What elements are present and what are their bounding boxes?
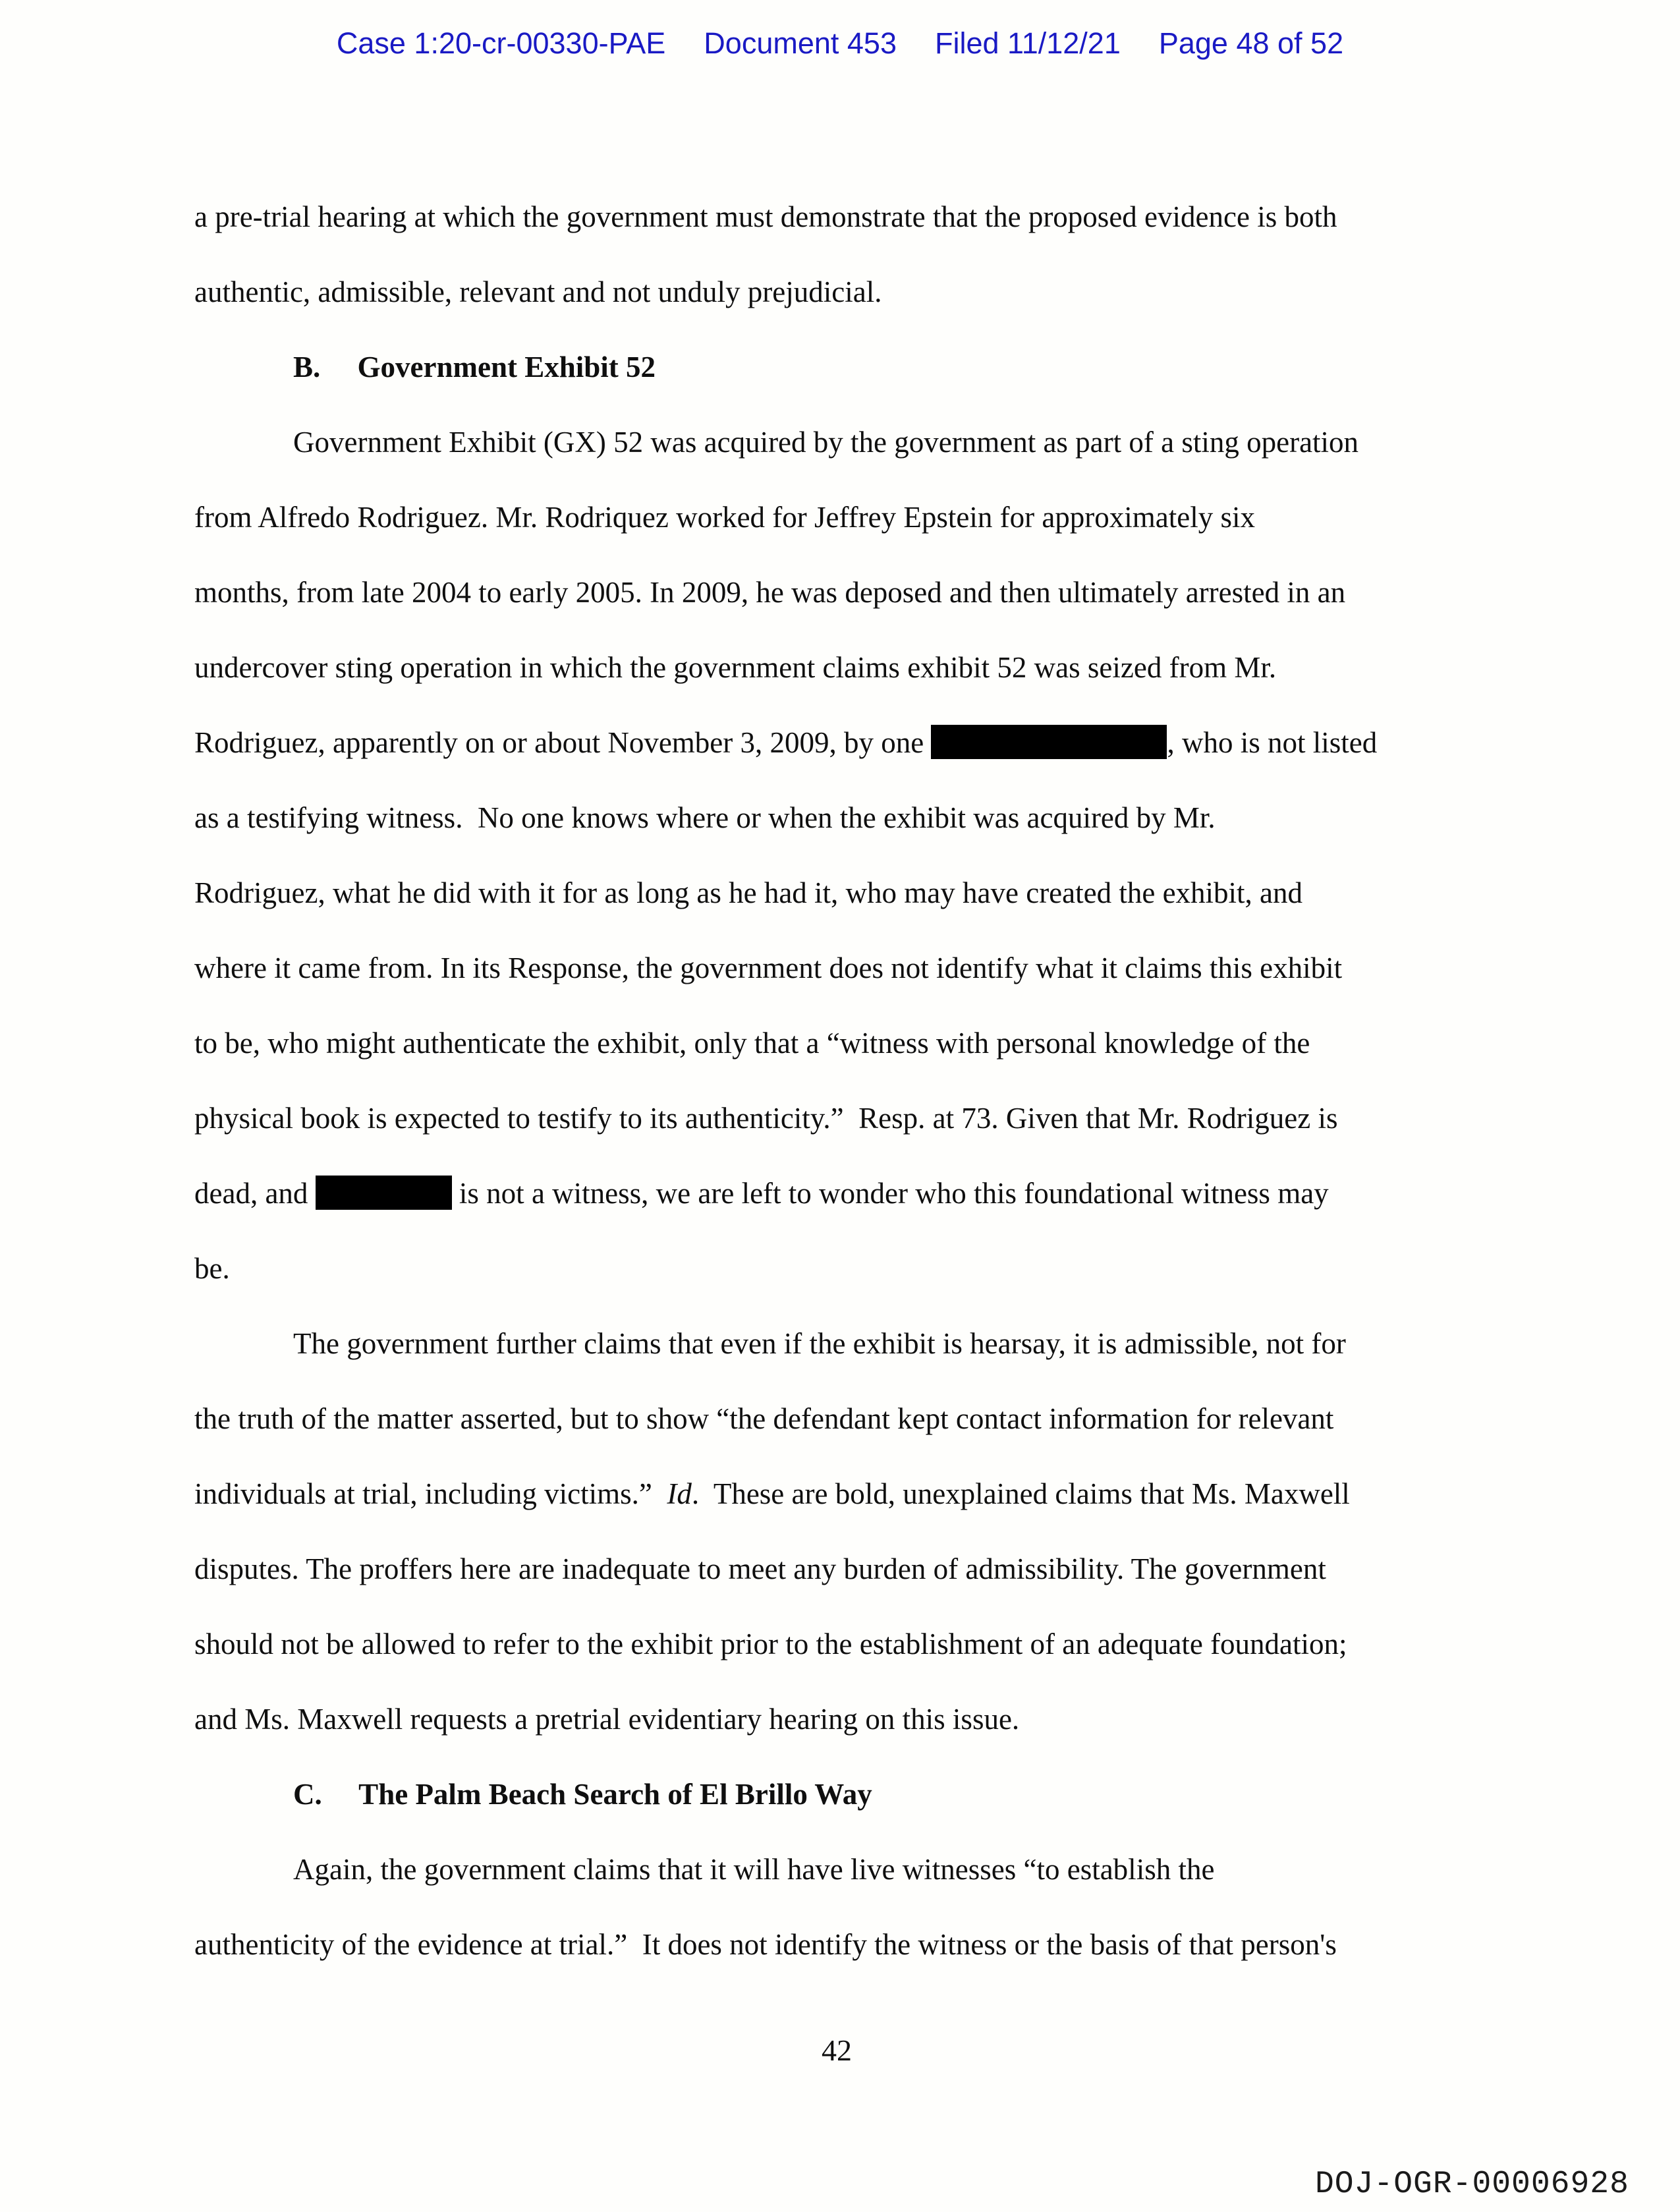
text-segment: from Alfredo Rodriguez. Mr. Rodriquez worked for Jeffrey Epstein for approximately six xyxy=(194,501,1256,534)
text-segment: authentic, admissible, relevant and not unduly prejudicial. xyxy=(194,275,882,308)
text-segment: individuals at trial, including victims.” xyxy=(194,1477,667,1510)
text-line xyxy=(194,555,1578,630)
text-segment: disputes. The proffers here are inadequate to meet any burden of admissibility. The government xyxy=(194,1552,1326,1585)
text-segment: Id xyxy=(667,1477,692,1510)
text-line xyxy=(194,780,1578,855)
text-line xyxy=(194,480,1578,555)
text-segment: the truth of the matter asserted, but to show “the defendant kept contact information for relevant xyxy=(194,1402,1334,1435)
text-segment: Again, the government claims that it will have live witnesses “to establish the xyxy=(293,1853,1215,1886)
page-number: 42 xyxy=(822,2033,852,2067)
text-segment: dead, and xyxy=(194,1177,316,1210)
text-line xyxy=(194,405,1578,480)
filed-date: Filed 11/12/21 xyxy=(934,26,1121,60)
text-segment: where it came from. In its Response, the government does not identify what it claims this exhibit xyxy=(194,951,1343,984)
text-line xyxy=(194,1306,1578,1381)
case-number: Case 1:20-cr-00330-PAE xyxy=(336,26,666,60)
redaction-bar xyxy=(931,725,1167,759)
text-line xyxy=(194,179,1578,254)
text-line xyxy=(194,930,1578,1006)
section-heading xyxy=(194,329,1578,405)
text-line xyxy=(194,1081,1578,1156)
text-line xyxy=(194,1606,1578,1682)
body-text xyxy=(194,179,1578,1982)
document-number: Document 453 xyxy=(704,26,897,60)
page-indicator: Page 48 of 52 xyxy=(1158,26,1344,60)
text-segment: and Ms. Maxwell requests a pretrial evidentiary hearing on this issue. xyxy=(194,1703,1020,1736)
text-segment: Rodriguez, apparently on or about November 3, 2009, by one xyxy=(194,726,932,759)
text-segment: months, from late 2004 to early 2005. In 2009, he was deposed and then ultimately arrested in an xyxy=(194,576,1346,609)
bates-number: DOJ-OGR-00006928 xyxy=(1315,2167,1629,2202)
text-segment: . These are bold, unexplained claims that Ms. Maxwell xyxy=(691,1477,1350,1510)
text-line xyxy=(194,1682,1578,1757)
text-line xyxy=(194,1156,1578,1231)
text-line xyxy=(194,254,1578,329)
text-segment: is not a witness, we are left to wonder who this foundational witness may xyxy=(451,1177,1329,1210)
text-line xyxy=(194,1907,1578,1982)
text-line xyxy=(194,1231,1578,1306)
text-line xyxy=(194,1456,1578,1531)
text-segment: to be, who might authenticate the exhibit, only that a “witness with personal knowledge of the xyxy=(194,1027,1310,1060)
text-segment: as a testifying witness. No one knows where or when the exhibit was acquired by Mr. xyxy=(194,801,1216,834)
text-segment: , who is not listed xyxy=(1167,726,1378,759)
text-segment: authenticity of the evidence at trial.” It does not identify the witness or the basis of that person's xyxy=(194,1928,1337,1961)
text-line xyxy=(194,1006,1578,1081)
text-segment: The government further claims that even if the exhibit is hearsay, it is admissible, not for xyxy=(293,1327,1346,1360)
text-segment: physical book is expected to testify to its authenticity.” Resp. at 73. Given that Mr. Rodriguez is xyxy=(194,1102,1338,1135)
text-segment: C. The Palm Beach Search of El Brillo Way xyxy=(293,1778,872,1811)
text-segment: B. Government Exhibit 52 xyxy=(293,351,656,383)
case-caption-header xyxy=(0,26,1680,61)
text-segment: be. xyxy=(194,1252,230,1285)
text-segment: a pre-trial hearing at which the government must demonstrate that the proposed evidence is both xyxy=(194,200,1337,233)
text-line xyxy=(194,855,1578,930)
text-segment: should not be allowed to refer to the exhibit prior to the establishment of an adequate foundation; xyxy=(194,1628,1347,1660)
text-line xyxy=(194,630,1578,705)
text-line xyxy=(194,1531,1578,1606)
text-segment: undercover sting operation in which the government claims exhibit 52 was seized from Mr. xyxy=(194,651,1277,684)
text-line xyxy=(194,1381,1578,1456)
section-heading xyxy=(194,1757,1578,1832)
redaction-bar xyxy=(316,1176,452,1210)
text-line xyxy=(194,705,1578,780)
text-line xyxy=(194,1832,1578,1907)
text-segment: Government Exhibit (GX) 52 was acquired by the government as part of a sting operation xyxy=(293,426,1359,459)
text-segment: Rodriguez, what he did with it for as long as he had it, who may have created the exhibit, and xyxy=(194,876,1303,909)
